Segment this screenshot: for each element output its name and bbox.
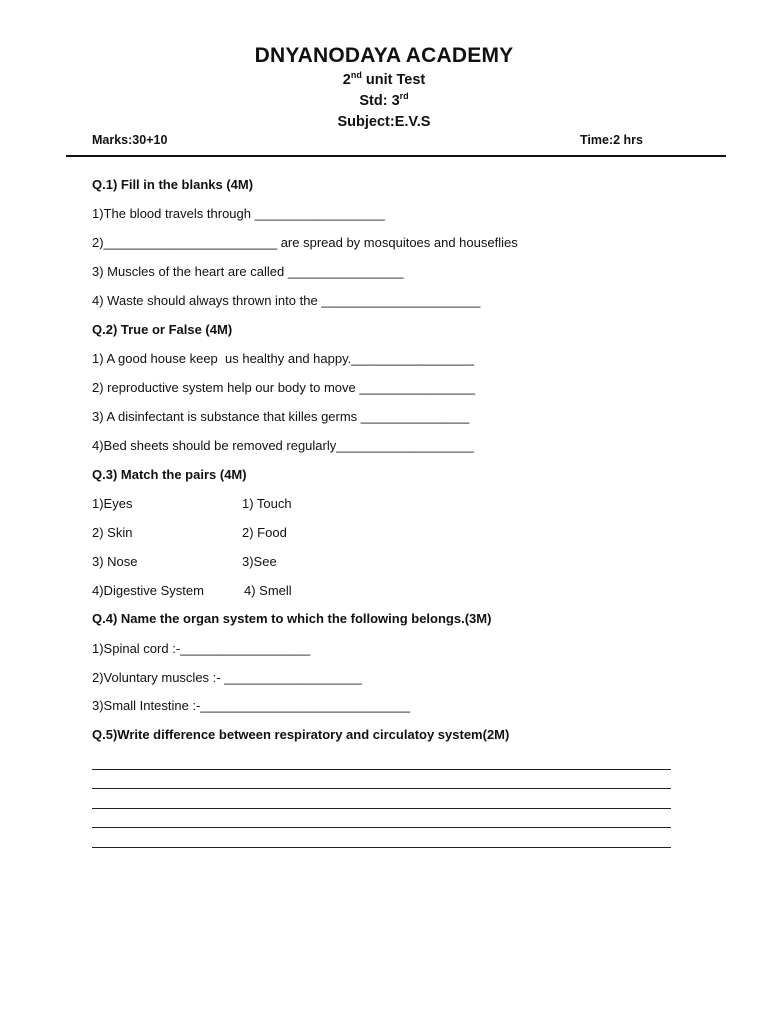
match-left-item: 1)Eyes: [92, 496, 133, 511]
question-heading: Q.3) Match the pairs (4M): [92, 467, 247, 482]
school-name: DNYANODAYA ACADEMY: [254, 44, 514, 67]
answer-line[interactable]: [92, 769, 671, 770]
question-item: 1) A good house keep us healthy and happy._________________: [92, 351, 475, 366]
header-divider: [66, 155, 726, 157]
answer-line[interactable]: [92, 788, 671, 789]
question-heading: Q.2) True or False (4M): [92, 322, 233, 337]
subject-label: Subject:E.V.S: [337, 114, 431, 130]
match-right-item: 4) Smell: [244, 583, 292, 598]
match-left-item: 3) Nose: [92, 554, 138, 569]
question-item: 4)Bed sheets should be removed regularly___________________: [92, 438, 474, 453]
question-item: 3) A disinfectant is substance that killes germs _______________: [92, 409, 470, 424]
match-right-item: 3)See: [242, 554, 277, 569]
question-item: 4) Waste should always thrown into the ______________________: [92, 293, 481, 308]
match-right-item: 2) Food: [242, 525, 287, 540]
answer-line[interactable]: [92, 847, 671, 848]
match-left-item: 4)Digestive System: [92, 583, 204, 598]
match-right-item: 1) Touch: [242, 496, 292, 511]
question-item: 1)Spinal cord :-__________________: [92, 641, 311, 656]
question-heading: Q.4) Name the organ system to which the following belongs.(3M): [92, 611, 492, 626]
question-item: 1)The blood travels through __________________: [92, 206, 385, 221]
answer-line[interactable]: [92, 827, 671, 828]
question-item: 2)________________________ are spread by mosquitoes and houseflies: [92, 235, 518, 250]
question-item: 3) Muscles of the heart are called ________________: [92, 264, 404, 279]
match-left-item: 2) Skin: [92, 525, 133, 540]
marks-label: Marks:30+10: [92, 133, 168, 147]
time-label: Time:2 hrs: [580, 133, 643, 147]
test-title: 2nd unit Test: [342, 70, 426, 88]
answer-line[interactable]: [92, 808, 671, 809]
question-heading: Q.5)Write difference between respiratory and circulatoy system(2M): [92, 727, 510, 742]
question-item: 2)Voluntary muscles :- ___________________: [92, 670, 362, 685]
question-item: 3)Small Intestine :-_____________________________: [92, 698, 411, 713]
question-item: 2) reproductive system help our body to move ________________: [92, 380, 476, 395]
standard-label: Std: 3rd: [359, 91, 409, 109]
question-heading: Q.1) Fill in the blanks (4M): [92, 177, 254, 192]
